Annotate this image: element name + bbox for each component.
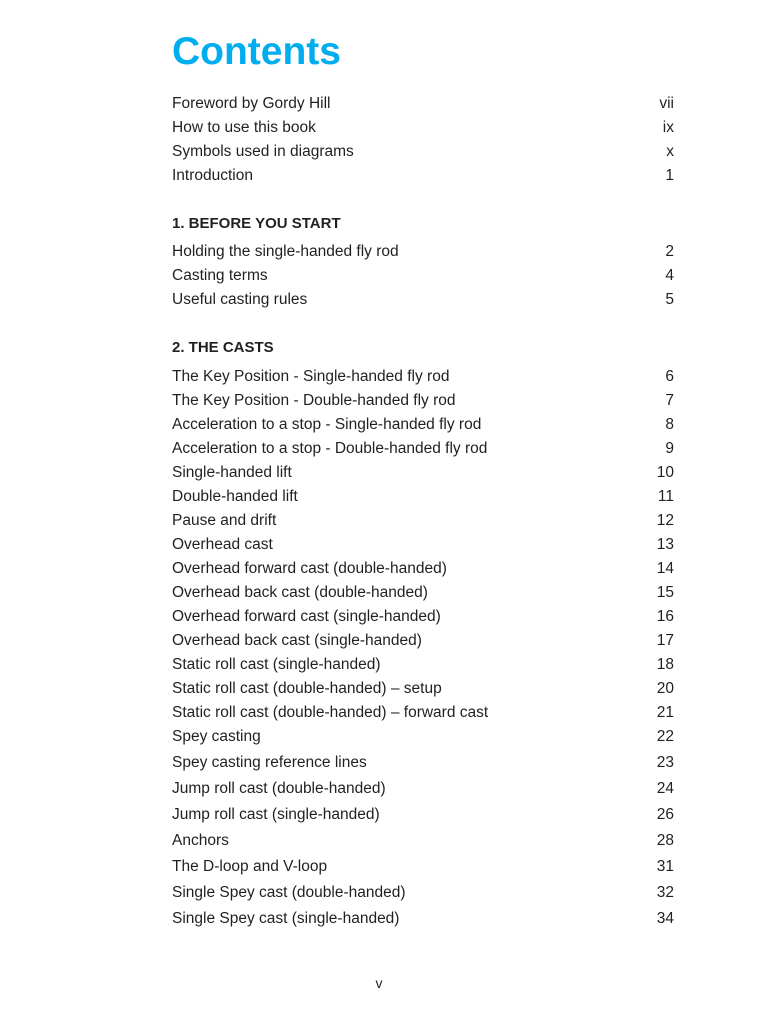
toc-entry[interactable] [172, 164, 674, 188]
toc-entry-page: ix [662, 119, 674, 136]
toc-entry-page: 21 [656, 704, 674, 721]
toc-entry-label: Double-handed lift [172, 488, 298, 505]
toc-entry-page: 1 [665, 167, 674, 184]
toc-entry[interactable] [172, 533, 674, 557]
toc-entry-label: Spey casting reference lines [172, 754, 367, 771]
toc-entry-page: 17 [656, 632, 674, 649]
toc-entry-label: Symbols used in diagrams [172, 143, 354, 160]
toc-entry[interactable] [172, 653, 674, 677]
toc-entry-page: 32 [656, 884, 674, 901]
toc-entry-label: Overhead back cast (single-handed) [172, 632, 422, 649]
toc-entry-page: 18 [656, 656, 674, 673]
toc-entry-label: The D-loop and V-loop [172, 858, 328, 875]
toc-entry-page: x [666, 143, 674, 160]
toc-entry-page: 8 [665, 416, 674, 433]
toc-entry-page: 9 [665, 440, 674, 457]
toc-entry[interactable] [172, 116, 674, 140]
page-title: Contents [172, 30, 341, 73]
toc-entry[interactable] [172, 880, 674, 906]
toc-entry-label: Static roll cast (double-handed) – setup [172, 680, 442, 697]
toc-entry-label: Overhead back cast (double-handed) [172, 584, 428, 601]
toc-entry-label: Overhead cast [172, 536, 273, 553]
toc-entry[interactable] [172, 677, 674, 701]
toc-entry-label: Single Spey cast (single-handed) [172, 910, 400, 927]
chapter-2-section [172, 338, 674, 358]
toc-entry-label: The Key Position - Double-handed fly rod [172, 392, 456, 409]
toc-entry-label: Single Spey cast (double-handed) [172, 884, 406, 901]
front-matter-list [172, 92, 674, 188]
toc-entry-page: 28 [656, 832, 674, 849]
toc-entry-page: 10 [656, 464, 674, 481]
toc-entry[interactable] [172, 724, 674, 750]
toc-entry-page: 22 [656, 728, 674, 745]
chapter-2-list-continued [172, 724, 674, 932]
page-number-footer: v [375, 975, 383, 991]
toc-entry[interactable] [172, 461, 674, 485]
toc-entry[interactable] [172, 557, 674, 581]
toc-entry-label: The Key Position - Single-handed fly rod [172, 368, 450, 385]
chapter-heading: 1. BEFORE YOU START [172, 215, 341, 232]
toc-entry-label: Jump roll cast (double-handed) [172, 780, 386, 797]
toc-entry-label: Jump roll cast (single-handed) [172, 806, 380, 823]
toc-entry-page: 11 [657, 488, 674, 505]
toc-entry[interactable] [172, 776, 674, 802]
toc-entry-label: Static roll cast (single-handed) [172, 656, 381, 673]
toc-entry-page: 14 [656, 560, 674, 577]
chapter-2-list [172, 365, 674, 725]
toc-entry[interactable] [172, 581, 674, 605]
toc-entry-page: 15 [656, 584, 674, 601]
toc-entry-page: 16 [656, 608, 674, 625]
toc-entry-page: 23 [656, 754, 674, 771]
toc-entry[interactable] [172, 701, 674, 725]
toc-entry[interactable] [172, 906, 674, 932]
toc-entry-page: 26 [656, 806, 674, 823]
toc-entry-page: vii [659, 95, 674, 112]
toc-entry-page: 34 [656, 910, 674, 927]
chapter-1-section [172, 214, 674, 234]
toc-entry-page: 6 [665, 368, 674, 385]
toc-entry-page: 12 [656, 512, 674, 529]
toc-entry[interactable] [172, 92, 674, 116]
toc-entry-page: 31 [656, 858, 674, 875]
toc-entry[interactable] [172, 854, 674, 880]
toc-entry[interactable] [172, 750, 674, 776]
toc-entry-page: 24 [656, 780, 674, 797]
chapter-heading: 2. THE CASTS [172, 339, 274, 356]
toc-entry[interactable] [172, 828, 674, 854]
toc-entry[interactable] [172, 802, 674, 828]
toc-entry-label: Acceleration to a stop - Double-handed fly rod [172, 440, 488, 457]
toc-entry[interactable] [172, 629, 674, 653]
toc-entry-page: 13 [656, 536, 674, 553]
toc-entry[interactable] [172, 413, 674, 437]
toc-entry-label: Foreword by Gordy Hill [172, 95, 331, 112]
toc-entry-label: Casting terms [172, 267, 268, 284]
toc-entry-label: Overhead forward cast (double-handed) [172, 560, 447, 577]
toc-entry[interactable] [172, 389, 674, 413]
toc-entry-page: 7 [665, 392, 674, 409]
toc-entry[interactable] [172, 485, 674, 509]
toc-entry-label: Introduction [172, 167, 253, 184]
toc-entry-label: Spey casting [172, 728, 261, 745]
toc-entry-label: Anchors [172, 832, 229, 849]
chapter-1-list [172, 240, 674, 312]
toc-entry[interactable] [172, 365, 674, 389]
toc-entry[interactable] [172, 240, 674, 264]
toc-entry-label: How to use this book [172, 119, 316, 136]
toc-entry[interactable] [172, 288, 674, 312]
toc-entry-label: Useful casting rules [172, 291, 308, 308]
toc-entry-label: Single-handed lift [172, 464, 292, 481]
toc-entry-page: 20 [656, 680, 674, 697]
toc-entry-page: 4 [665, 267, 674, 284]
toc-entry-page: 2 [665, 243, 674, 260]
toc-entry[interactable] [172, 605, 674, 629]
toc-entry-label: Acceleration to a stop - Single-handed fly rod [172, 416, 482, 433]
toc-entry-page: 5 [665, 291, 674, 308]
toc-entry-label: Holding the single-handed fly rod [172, 243, 399, 260]
toc-entry[interactable] [172, 264, 674, 288]
toc-entry[interactable] [172, 509, 674, 533]
toc-entry-label: Static roll cast (double-handed) – forward cast [172, 704, 489, 721]
toc-entry[interactable] [172, 140, 674, 164]
toc-entry[interactable] [172, 437, 674, 461]
toc-entry-label: Pause and drift [172, 512, 277, 529]
toc-entry-label: Overhead forward cast (single-handed) [172, 608, 441, 625]
